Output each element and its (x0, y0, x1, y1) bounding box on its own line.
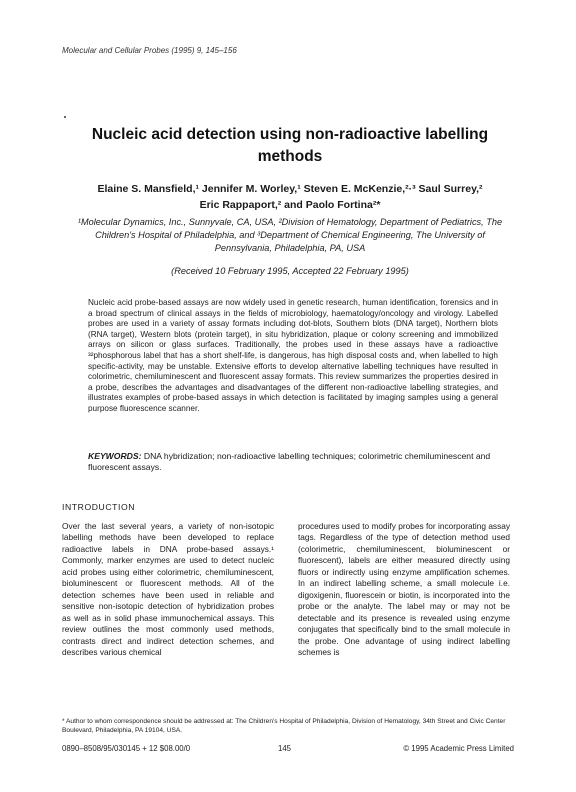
author-line-1: Elaine S. Mansfield,¹ Jennifer M. Worley,¹ Steven E. McKenzie,²·³ Saul Surrey,² (97, 183, 483, 195)
section-heading-introduction: INTRODUCTION (62, 502, 136, 512)
keywords-label: KEYWORDS: (88, 451, 142, 461)
page-speck (64, 116, 66, 118)
journal-citation: Molecular and Cellular Probes (1995) 9, 145–156 (62, 46, 237, 55)
footer-page-number: 145 (278, 744, 292, 753)
footer-copyright: © 1995 Academic Press Limited (403, 744, 514, 753)
article-title: Nucleic acid detection using non-radioactive labelling methods (91, 126, 489, 165)
received-dates: (Received 10 February 1995, Accepted 22 February 1995) (171, 266, 409, 276)
footer-issn: 0890–8508/95/030145 + 12 $08.00/0 (62, 744, 191, 753)
affiliations: ¹Molecular Dynamics, Inc., Sunnyvale, CA, USA, ²Division of Hematology, Department of Pediatrics, The Children's Hospital of Philadelphia, and ³Department of Chemical Engineering, The University of Pennsylvania, Philadelphia, PA, USA (77, 217, 503, 253)
abstract: Nucleic acid probe-based assays are now widely used in genetic research, human identification, forensics and in a broad spectrum of clinical assays in the fields of microbiology, haematology/oncology and virology. Labelled probes are used in a variety of assay formats including dot-blots, Southern blots (DNA target), Northern blots (RNA target), Western blots (protein target), in situ hybridization, plaque or colony screening and immobilized arrays on silicon or glass surfaces. Traditionally, the probes used in these assays have a radioactive ³²phosphorous label that has a short shelf-life, is dangerous, has high disposal costs and, when labelled to high specific-activity, may be unstable. Extensive efforts to develop alternative labelling techniques have resulted in colorimetric, chemiluminescent and fluorescent assay formats. This review summarizes the properties desired in a probe, describes the advantages and disadvantages of the different non-radioactive labelling strategies, and illustrates examples of probe-based assays in which detection is facilitated by imaging samples using a general purpose fluorescence scanner. (88, 298, 498, 413)
author-list (70, 181, 510, 213)
correspondence-footnote: * Author to whom correspondence should be addressed at: The Children's Hospital of Philadelphia, Division of Hematology, 34th Street and Civic Center Boulevard, Philadelphia, PA 19104, USA. (62, 718, 506, 734)
keywords-text: DNA hybridization; non-radioactive labelling techniques; colorimetric chemiluminescent and fluorescent assays. (88, 451, 491, 472)
intro-column-right: procedures used to modify probes for incorporating assay tags. Regardless of the type of detection method used (colorimetric, chemiluminescent, bioluminescent or fluorescent), labels are either measured directly using fluors or indirectly using enzyme amplification schemes. In an indirect labelling scheme, a small molecule i.e. digoxigenin, fluorescein or biotin, is incorporated into the probe or the analyte. The label may or may not be detectable and its presence is revealed using enzyme conjugates that specifically bind to the small molecule in the probe. One advantage of using indirect labelling schemes is (298, 521, 510, 657)
author-line-2: Eric Rappaport,² and Paolo Fortina²* (199, 199, 381, 211)
intro-column-left: Over the last several years, a variety of non-isotopic labelling methods have been developed to replace radioactive labels in DNA probe-based assays.¹ Commonly, marker enzymes are used to detect nucleic acid probes using either colorimetric, chemiluminescent, bioluminescent or fluorescent methods. All of the detection schemes have been used in reliable and sensitive non-isotopic detection of hybridization probes as well as in solid phase immunochemical assays. This review outlines the most commonly used methods, contrasts direct and indirect detection schemes, and describes various chemical (62, 521, 274, 657)
keywords (88, 451, 498, 473)
